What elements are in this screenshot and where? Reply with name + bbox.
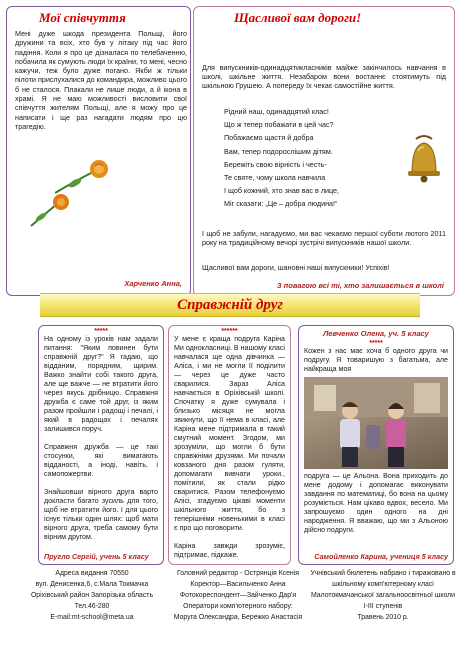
wishes-outro: І щоб не забули, нагадуємо, ми вас чекаємо першої суботи лютого 2011 року на традиційному вечорі зустрічі випускників нашої школи. — [202, 229, 446, 248]
footer-line: Оріхівський район Запорізька область — [30, 592, 154, 599]
friend-col3-author: Левченко Олена, уч. 5 класу — [323, 329, 429, 338]
friend-column-1 — [38, 325, 164, 565]
friend-banner — [40, 293, 420, 317]
footer-email: E-mail:mt-school@meta.ua — [50, 614, 134, 621]
footer-line: Тел.46-280 — [74, 603, 110, 610]
sympathy-box — [6, 6, 191, 296]
wishes-poem — [224, 105, 339, 211]
rose-image — [55, 157, 113, 197]
sympathy-author: Харченко Анна, — [124, 279, 182, 288]
poem-line: Вам, тепер подорослішим дітям. — [224, 146, 333, 156]
footer-line: Учнівський бюлетень набрано і тиражовано в шкільному комп'ютерному класі Малотокмачанської загальноосвітньої школи І-ІІІ ступенів — [310, 570, 456, 610]
footer-editors — [172, 568, 304, 623]
friend-column-3 — [298, 325, 454, 565]
wishes-intro: Для випускників-одинадцятикласників майже закінчилось навчання в школі, шкільне життя. Незабаром вони востаннє стоятимуть під шкільною Грушею. А попереду їх чекає самостійне життя. — [202, 63, 446, 91]
sympathy-text: Мені дуже шкода президента Польщі, його дружини та всіх, хто був у літаку під час його падіння. Коли я про це дізналася по телебаченню, побачила як сумують люди їх країни, то мені, чесно кажучи, теж було дуже погано. Якби ж тільки пілоти прислухалися до командира, можливо цього б не сталося. Плакали не лише люди, а й ікона в храмі. Я не маю можливості висловити свої співчуття жителям Польщі, але я можу про це написати і ще раз нагадати людям про цю трагедію. — [15, 29, 187, 131]
footer-date: Травень 2010 р. — [357, 614, 409, 621]
wishes-sign: З повагою всі ті, хто залишається в школі — [276, 281, 444, 290]
footer-line: Фотокореспондент—Зайченко Дар'я — [179, 592, 297, 599]
footer-line: Адреса видання 70550 — [55, 570, 129, 577]
friend-col2-text: У мене є краща подруга Каріна Ми однокласниці. В нашому класі навчалася ще одна дівчинка — Аліса, і ми не могли її поділити — через це дуже часто сварилися. Зараз Аліса навчається в Оріхівській школі. Спочатку я дуже сумувала і близько місяця не могла звикнути, що її нема в класі, але Каріна мене підтримала в такий смутний момент. Згодом, ми зрозуміли, що могли б бути справжніми друзями. Ми почали ковзаного дня разом гуляти, допомагати вивчати уроки., помітили, як стали рідко сваритися. Разом телефонуємо Алісі, згадуємо цікаві моменти шкільного життя, бо з теперішніми новенькими в класі є про що поговорити. Каріна завжди зрозуміє, підтримає, підкаже. — [174, 335, 285, 559]
friend-col1-text: На одному із уроків нам задали питання: "Яким повинен бути справжній друг?" Я гадаю, що відданим, порядним, щирим. Важко знайти собі такого друга, але ще важче — не втратити його через якусь дрібницю. Справжня дружба є саме той друг, із яким разом пройшли і радощі і печалі, і який в радощах і печалях залишився поруч. Справжня дружба — це такі стосунки, які вимагають відданості, а іноді, навіть, і самопожертви. Знайшовши вірного друга варто докласти багато зусиль для того, щоб не втратити його. І для цього існує тільки один шлях: щоб мати вірного друга, треба самому бути вірним другом. — [44, 335, 158, 541]
wishes-box — [193, 6, 455, 296]
poem-line: Рідний наш, одинадцятий клас! — [224, 107, 329, 116]
friend-column-2 — [168, 325, 291, 565]
friend-title: Справжній друг — [177, 297, 283, 313]
bell-icon — [402, 133, 446, 185]
friend-col1-sign: Пругло Сергій, учень 5 класу — [44, 552, 149, 561]
footer-line: Оператори комп'ютерного набору: Моруга Олександра, Бережко Анастасія — [173, 603, 303, 621]
friend-col3-text-bottom: подруга — це Альона. Вона приходить до мене додому і допомагає виконувати завдання по математиці, бо вона на цьому розуміється. Нам цікаво вдвох, весело. Ми запрошуємо один одного на дні народження. Я вважаю, що ми з Альоною дійсно подруги. — [304, 472, 448, 534]
poem-line: Міг сказати: „Це – добра людина!“ — [224, 199, 338, 209]
poem-line: Побажаємо щастя й добра — [224, 133, 314, 143]
wishes-title: Щасливої вам дороги! — [234, 10, 362, 25]
stars-divider: ***** — [94, 328, 108, 335]
poem-line: Бережіть свою вірність і честь- — [224, 159, 327, 169]
wishes-final: Щасливої вам дороги, шановні наші випускники! Успіхів! — [202, 263, 390, 272]
footer-printing — [308, 568, 458, 623]
poem-line: І щоб кожний, хто знав вас в лице, — [224, 186, 340, 196]
footer-line: вул. Денисенка,6, с.Мала Токмачка — [35, 581, 149, 588]
friend-col3-text-top: Кожен з нас має хоча б одного друга чи подругу. Я товаришую з багатьма, але найкраща моя — [304, 347, 448, 373]
stars-divider: ***** — [369, 340, 383, 347]
footer-line: Головний редактор - Острянція Ксенія — [176, 570, 300, 577]
poem-line: Те святе, чому школа навчила — [224, 173, 326, 183]
friend-col3-sign: Самойленко Карина, учениця 5 класу — [314, 552, 448, 561]
sympathy-title: Мої співчуття — [39, 10, 126, 25]
footer-address — [22, 568, 162, 623]
poem-line: Що ж тепер побажати в цей час? — [224, 120, 334, 130]
stars-divider: ****** — [221, 328, 238, 335]
photo-image — [304, 377, 448, 469]
footer-line: Коректор—Васильченко Анна — [190, 581, 286, 588]
friends-photo — [304, 377, 448, 469]
rose-image-2 — [27, 192, 75, 228]
